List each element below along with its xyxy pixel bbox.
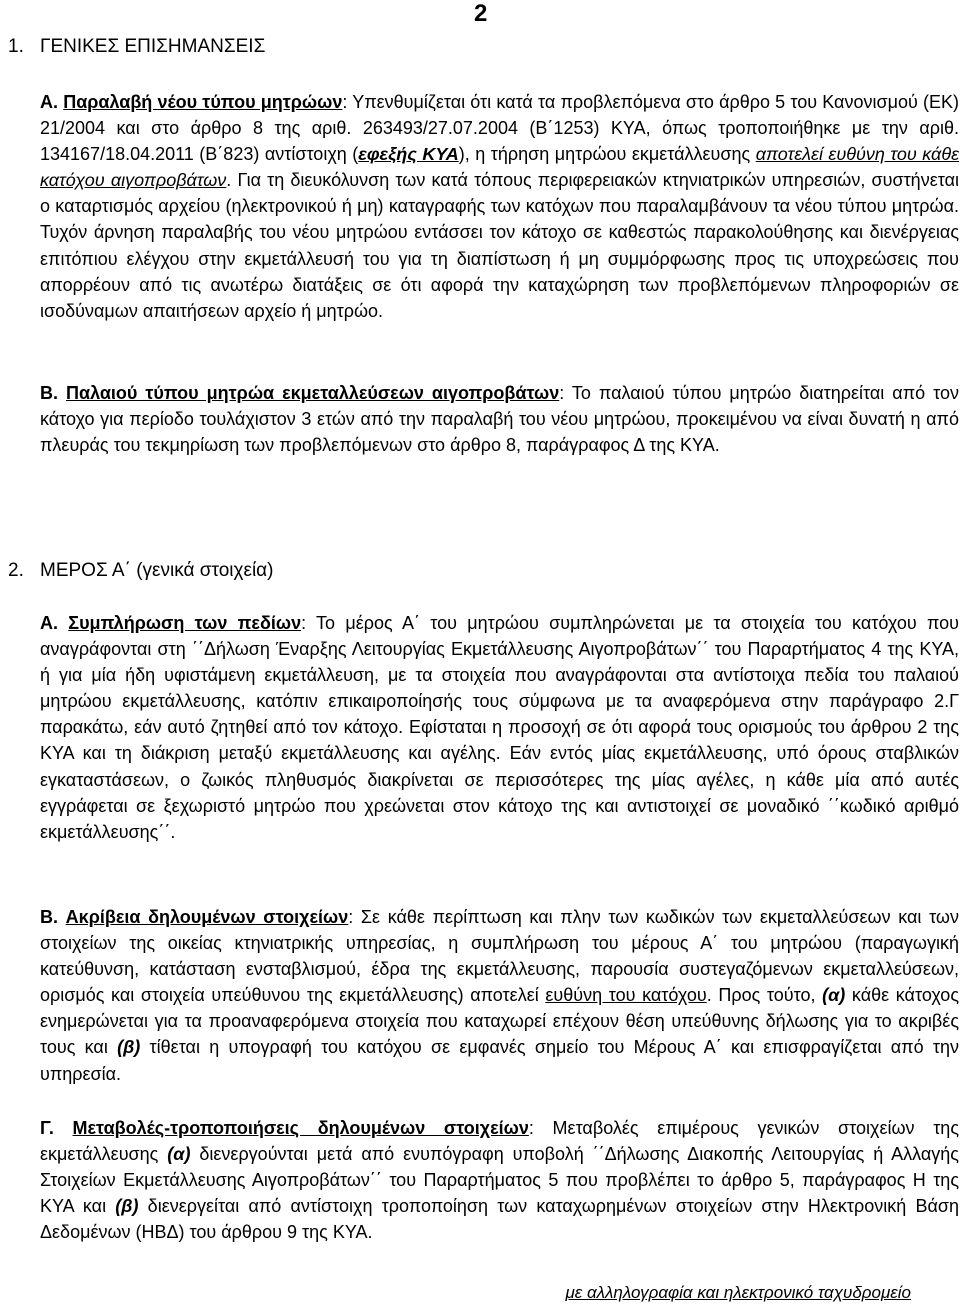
section-2c-text-5: διενεργείται από αντίστοιχη τροποποίηση των καταχωρημένων στοιχείων στην Ηλεκτρονική Βάση Δεδομένων (ΗΒΔ) του άρθρου 9 της ΚΥΑ.: [40, 1196, 959, 1243]
section-2a-label: Α.: [40, 613, 58, 633]
section-2-heading: [8, 560, 273, 582]
section-2b-heading: Ακρίβεια δηλουμένων στοιχείων: [65, 907, 349, 927]
section-2c-text-1: : Μεταβολές επιμέρους γενικών στοιχείων της εκμετάλλευσης: [40, 1118, 959, 1165]
section-1a-heading: Παραλαβή νέου τύπου μητρώων: [63, 92, 343, 112]
section-2b-text-1: : Σε κάθε περίπτωση και πλην των κωδικών των εκμεταλλεύσεων και των στοιχείων της οικείας κτηνιατρικής υπηρεσίας, η συμπλήρωση του μέρους Α΄ του μητρώου (παραγωγική κατεύθυνση, κατάσταση ενσταβλισμού, έδρα της εκμετάλλευσης, παρουσία συστεγαζόμενων εκμεταλλεύσεων, ορισμός και στοιχεία υπεύθυνου της εκμετάλλευσης) αποτελεί: [40, 907, 959, 1006]
section-1a-label: Α.: [40, 92, 58, 112]
section-1a-text-5: . Για τη διευκόλυνση των κατά τόπους περιφερειακών κτηνιατρικών υπηρεσιών, συστήνεται ο καταρτισμός αρχείου (ηλεκτρονικού ή μη) καταγραφής των κατόχων που παραλαμβάνουν τα νέου τύπου μητρώα. Τυχόν άρνηση παραλαβής του νέου μητρώου εντάσσει τον κάτοχο σε καθεστώς παρακολούθησης και διενέργειας επιτόπιου ελέγχου στην εκμετάλλευσή του για τη διαπίστωση ή μη συμμόρφωσης προς τις υποχρεώσεις που απορρέουν από τις ανωτέρω διατάξεις σε ότι αφορά την καταχώρηση των προβλεπόμενων πληροφοριών σε ισοδύναμων απαιτήσεων αρχείο ή μητρώο.: [40, 170, 959, 321]
page-number: 2: [474, 0, 488, 27]
section-2-number: 2.: [8, 560, 24, 581]
section-2c-heading: Μεταβολές-τροποποιήσεις δηλουμένων στοιχείων: [72, 1118, 529, 1138]
section-2b-text-2: ευθύνη του κατόχου: [545, 985, 707, 1006]
section-2c-text-4: (β): [115, 1196, 139, 1217]
section-1a-text-4: αποτελεί ευθύνη του κάθε κατόχου αιγοπροβάτων: [40, 144, 959, 191]
section-2c-text-3: διενεργούνται μετά από ενυπόγραφη υποβολή ΄΄Δήλωσης Διακοπής Λειτουργίας ή Αλλαγής Στοιχείων Εκμετάλλευσης Αιγοπροβάτων΄΄ του Παραρτήματος 5 που προβλέπει το άρθρο 5, παράγραφος Η της ΚΥΑ και: [40, 1144, 959, 1217]
section-2b-text-4: (α): [822, 985, 846, 1006]
section-1a-paragraph: [40, 89, 959, 324]
section-1a-text-3: ), η τήρηση μητρώου εκμετάλλευσης: [458, 144, 756, 165]
section-2b-text-6: (β): [117, 1037, 141, 1058]
section-2c-label: Γ.: [40, 1118, 54, 1138]
section-2b-text-7: τίθεται η υπογραφή του κατόχου σε εμφανές σημείο του Μέρους Α΄ και επισφραγίζεται από την υπηρεσία.: [40, 1037, 959, 1084]
section-2c-text-2: (α): [167, 1144, 191, 1165]
section-1b-text: : Το παλαιού τύπου μητρώο διατηρείται από τον κάτοχο για περίοδο τουλάχιστον 3 ετών από την παραλαβή του νέου μητρώου, προκειμένου να είναι δυνατή η από πλευράς του τεκμηρίωση των προβλεπόμενων στο άρθρο 8, παράγραφος Δ της ΚΥΑ.: [40, 383, 959, 456]
section-1b-paragraph: [40, 380, 959, 458]
section-2b-text-3: . Προς τούτο,: [706, 985, 823, 1006]
section-2c-paragraph: [40, 1115, 959, 1245]
section-2a-heading: Συμπλήρωση των πεδίων: [68, 613, 302, 633]
section-1b-heading: Παλαιού τύπου μητρώα εκμεταλλεύσεων αιγοπροβάτων: [66, 383, 560, 403]
section-1-title: ΓΕΝΙΚΕΣ ΕΠΙΣΗΜΑΝΣΕΙΣ: [40, 36, 266, 57]
section-2b-text-5: κάθε κάτοχος ενημερώνεται για τα προαναφερόμενα στοιχεία που καταχωρεί επέχουν θέση υπεύθυνης δήλωσης για το ακριβές τους και: [40, 985, 959, 1058]
section-2a-paragraph: [40, 610, 959, 845]
section-2b-paragraph: [40, 904, 959, 1087]
section-2a-text: : Το μέρος Α΄ του μητρώου συμπληρώνεται με τα στοιχεία του κατόχου που αναγράφονται στη ΄΄Δήλωση Έναρξης Λειτουργίας Εκμετάλλευσης Αιγοπροβάτων΄΄ του Παραρτήματος 4 της ΚΥΑ, ή για μία ήδη υφιστάμενη εκμετάλλευση, με τα στοιχεία που αναγράφονται στα αντίστοιχα πεδία του παλαιού μητρώου εκμετάλλευσης, κατόπιν επικαιροποίησής τους σύμφωνα με τα αναφερόμενα στην παράγραφο 2.Γ παρακάτω, εάν αυτό ζητηθεί από τον κάτοχο. Εφίσταται η προσοχή σε ότι αφορά τους ορισμούς του άρθρου 2 της ΚΥΑ και τη διάκριση μεταξύ εκμετάλλευσης και αγέλης. Εάν εντός μίας εκμετάλλευσης, υπό όρους σταβλικών εγκαταστάσεων, ο ζωικός πληθυσμός διακρίνεται σε περισσότερες της μίας αγέλες, η κάθε μία από αυτές εγγράφεται σε ξεχωριστό μητρώο που χρεώνεται στον κάτοχο της και αντιστοιχεί σε μοναδικό ΄΄κωδικό αριθμό εκμετάλλευσης΄΄.: [40, 613, 959, 842]
section-1-number: 1.: [8, 36, 24, 57]
section-1-heading: [8, 36, 265, 58]
section-2b-label: Β.: [40, 907, 58, 927]
section-1b-label: Β.: [40, 383, 58, 403]
footer-note: με αλληλογραφία και ηλεκτρονικό ταχυδρομείο: [565, 1283, 911, 1302]
section-1a-text-2: εφεξής ΚΥΑ: [358, 144, 459, 165]
section-1a-text-1: : Υπενθυμίζεται ότι κατά τα προβλεπόμενα στο άρθρο 5 του Κανονισμού (ΕΚ) 21/2004 και στο άρθρο 8 της αριθ. 263493/27.07.2004 (Β΄1253) ΚΥΑ, όπως τροποποιήθηκε με την αριθ. 134167/18.04.2011 (Β΄823) αντίστοιχη (: [40, 92, 959, 165]
section-2-title: ΜΕΡΟΣ Α΄ (γενικά στοιχεία): [40, 560, 274, 581]
